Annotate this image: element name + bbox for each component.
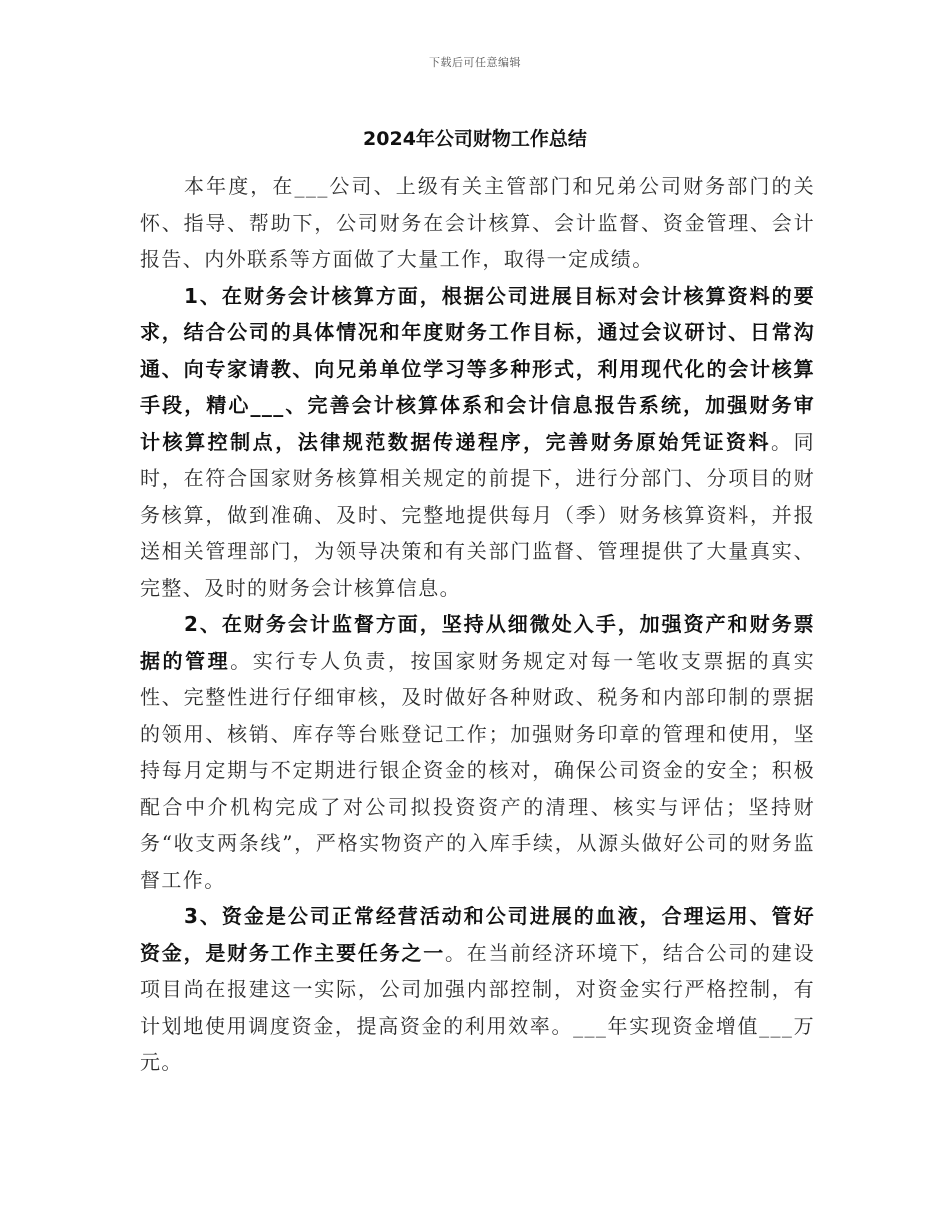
paragraph-text: 。实行专人负责，按国家财务规定对每一笔收支票据的真实性、完整性进行仔细审核，及时做好各种财政、税务和内部印制的票据的领用、核销、库存等台账登记工作；加强财务印章的管理和使用，坚持每月定期与不定期进行银企资金的核对，确保公司资金的安全；积极配合中介机构完成了对公司拟投资资产的清理、核实与评估；坚持财务“收支两条线”，严格实物资产的入库手续，从源头做好公司的财务监督工作。 [140,648,815,892]
paragraph-supervision [140,606,815,898]
document-body [140,168,815,1081]
paragraph-intro [140,168,815,278]
paragraph-text: 。在当前经济环境下，结合公司的建设项目尚在报建这一实际，公司加强内部控制，对资金实行严格控制，有计划地使用调度资金，提高资金的利用效率。___年实现资金增值___万元。 [140,940,815,1074]
paragraph-bold-lead: 1、在财务会计核算方面，根据公司进展目标对会计核算资料的要求，结合公司的具体情况和年度财务工作目标，通过会议研讨、日常沟通、向专家请教、向兄弟单位学习等多种形式，利用现代化的会计核算手段，精心___、完善会计核算体系和会计信息报告系统，加强财务审计核算控制点，法律规范数据传递程序，完善财务原始凭证资料 [140,283,815,454]
paragraph-text: 。同时，在符合国家财务核算相关规定的前提下，进行分部门、分项目的财务核算，做到准确、及时、完整地提供每月（季）财务核算资料，并报送相关管理部门，为领导决策和有关部门监督、管理提供了大量真实、完整、及时的财务会计核算信息。 [140,429,815,600]
header-note: 下载后可任意编辑 [429,56,521,69]
paragraph-bold-lead: 2、在财务会计监督方面，坚持从细微处入手，加强资产和财务票据的管理 [140,612,815,673]
paragraph-bold-lead: 3、资金是公司正常经营活动和公司进展的血液，合理运用、管好资金，是财务工作主要任务之一 [140,904,815,965]
paragraph-accounting [140,278,815,607]
document-title: 2024年公司财物工作总结 [363,128,587,150]
paragraph-text: 本年度，在___公司、上级有关主管部门和兄弟公司财务部门的关怀、指导、帮助下，公司财务在会计核算、会计监督、资金管理、会计报告、内外联系等方面做了大量工作，取得一定成绩。 [140,174,815,271]
paragraph-funds [140,898,815,1081]
